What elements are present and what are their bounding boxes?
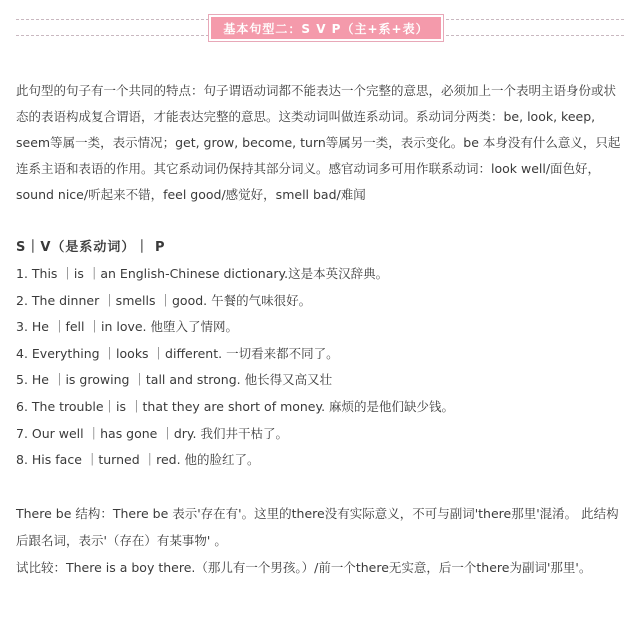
title-banner xyxy=(16,14,624,42)
example-item: 7. Our well ｜has gone ｜dry. 我们井干枯了。 xyxy=(16,425,288,441)
section-heading: S｜V（是系动词）｜ P xyxy=(16,240,166,255)
intro-paragraph: 此句型的句子有一个共同的特点：句子谓语动词都不能表达一个完整的意思，必须加上一个表明主语身份或状态的表语构成复合谓语，才能表达完整的意思。这类动词叫做连系动词。系动词分两类：be, look, keep, seem等属一类，表示情况；get, grow, become, turn等属另一类，表示变化。be 本身没有什么意义，只起连系主语和表语的作用。其它系动词仍保持其部分词义。感官动词多可用作联系动词：look well/面色好，sound nice/听起来不错，feel good/感觉好，smell bad/难闻 xyxy=(16,83,621,202)
there-be-explanation: There be 结构：There be 表示'存在有'。这里的there没有实际意义，不可与副词'there那里'混淆。 此结构后跟名词，表示'（存在）有某事物' 。 xyxy=(16,506,619,548)
there-be-comparison: 试比较：There is a boy there.（那儿有一个男孩。）/前一个there无实意，后一个there为副词'那里'。 xyxy=(16,560,592,575)
example-item: 3. He ｜fell ｜in love. 他堕入了情网。 xyxy=(16,319,238,335)
example-item: 2. The dinner ｜smells ｜good. 午餐的气味很好。 xyxy=(16,292,312,308)
example-list xyxy=(16,261,454,474)
there-be-section xyxy=(16,500,624,581)
banner-frame xyxy=(208,14,444,42)
example-item: 8. His face ｜turned ｜red. 他的脸红了。 xyxy=(16,452,260,468)
example-item: 4. Everything ｜looks ｜different. 一切看来都不同了。 xyxy=(16,345,339,361)
example-item: 5. He ｜is growing ｜tall and strong. 他长得又高又壮 xyxy=(16,372,333,388)
example-item: 6. The trouble｜is ｜that they are short of money. 麻烦的是他们缺少钱。 xyxy=(16,398,455,414)
example-item: 1. This ｜is ｜an English-Chinese dictionary.这是本英汉辞典。 xyxy=(16,266,389,281)
banner-title: 基本句型二：S V P（主+系+表） xyxy=(211,17,441,39)
